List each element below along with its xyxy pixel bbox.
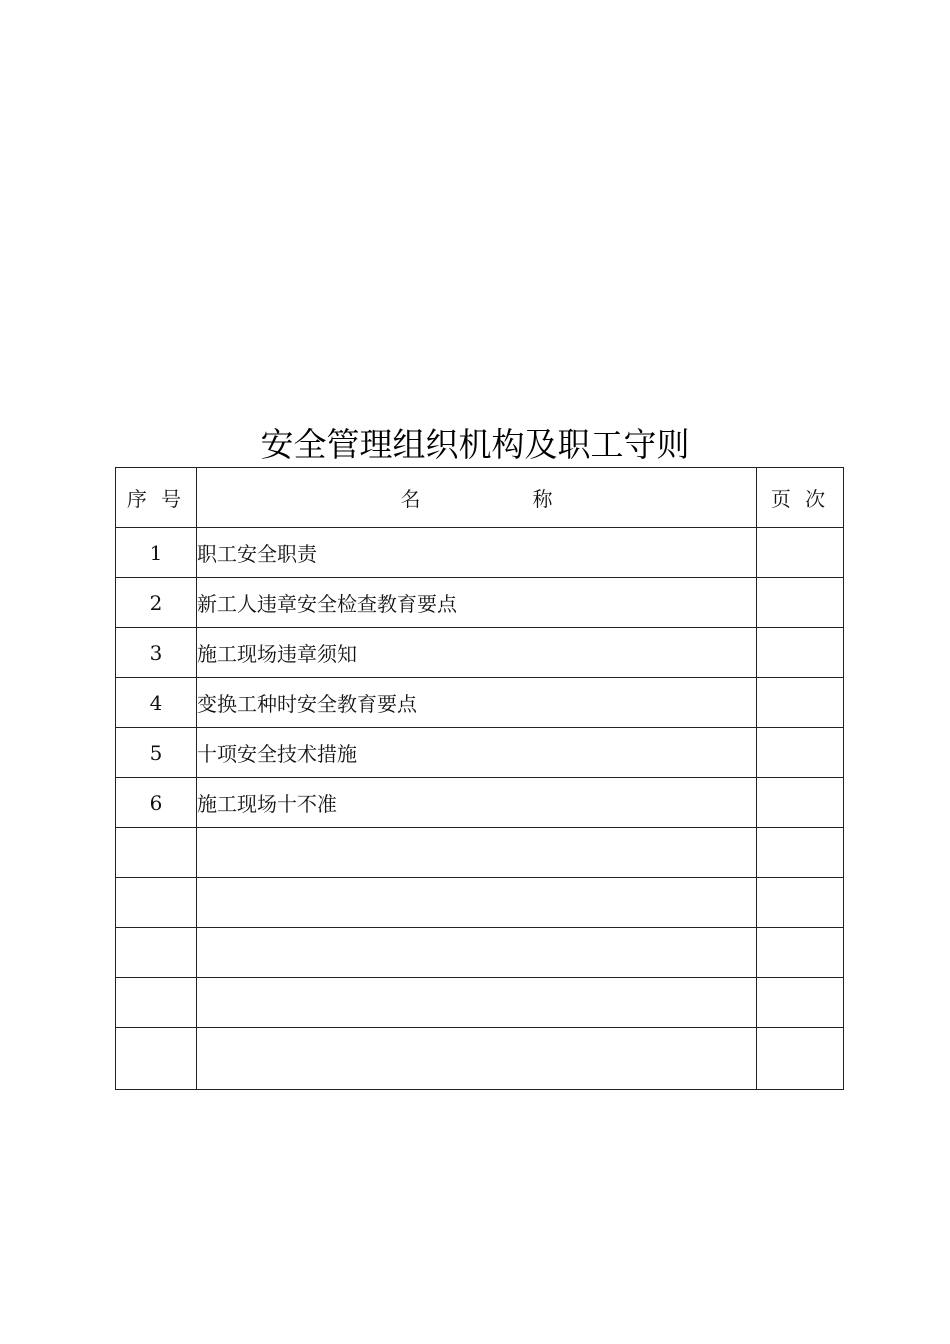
row-name bbox=[197, 828, 757, 878]
header-name-label-left: 名 bbox=[400, 487, 421, 511]
row-seq: 1 bbox=[116, 528, 197, 578]
row-seq: 4 bbox=[116, 678, 197, 728]
row-seq: 2 bbox=[116, 578, 197, 628]
row-name: 变换工种时安全教育要点 bbox=[197, 678, 757, 728]
row-page bbox=[757, 828, 844, 878]
table-row bbox=[116, 978, 844, 1028]
row-seq bbox=[116, 828, 197, 878]
row-seq bbox=[116, 928, 197, 978]
table-row bbox=[116, 928, 844, 978]
row-seq bbox=[116, 978, 197, 1028]
row-page bbox=[757, 528, 844, 578]
row-seq: 3 bbox=[116, 628, 197, 678]
row-name: 职工安全职责 bbox=[197, 528, 757, 578]
row-page bbox=[757, 628, 844, 678]
row-page bbox=[757, 778, 844, 828]
row-name: 十项安全技术措施 bbox=[197, 728, 757, 778]
row-name: 新工人违章安全检查教育要点 bbox=[197, 578, 757, 628]
row-seq bbox=[116, 878, 197, 928]
row-name bbox=[197, 978, 757, 1028]
row-seq: 5 bbox=[116, 728, 197, 778]
header-seq-label: 序 号 bbox=[126, 487, 186, 511]
header-page-cell bbox=[757, 468, 844, 528]
table-row bbox=[116, 878, 844, 928]
row-name bbox=[197, 928, 757, 978]
row-seq bbox=[116, 1028, 197, 1090]
row-page bbox=[757, 678, 844, 728]
contents-table bbox=[115, 467, 844, 1090]
table-row bbox=[116, 678, 844, 728]
table-header-row bbox=[116, 468, 844, 528]
table-row bbox=[116, 528, 844, 578]
row-name: 施工现场十不准 bbox=[197, 778, 757, 828]
table-row bbox=[116, 778, 844, 828]
table-row bbox=[116, 728, 844, 778]
table-row bbox=[116, 1028, 844, 1090]
row-page bbox=[757, 928, 844, 978]
row-page bbox=[757, 978, 844, 1028]
header-page-label: 页 次 bbox=[770, 487, 830, 511]
table-row bbox=[116, 628, 844, 678]
header-name-label-right: 称 bbox=[532, 487, 553, 511]
document-title: 安全管理组织机构及职工守则 bbox=[260, 425, 690, 464]
row-name: 施工现场违章须知 bbox=[197, 628, 757, 678]
header-seq-cell bbox=[116, 468, 197, 528]
row-name bbox=[197, 878, 757, 928]
row-seq: 6 bbox=[116, 778, 197, 828]
header-name-cell bbox=[197, 468, 757, 528]
row-page bbox=[757, 578, 844, 628]
row-page bbox=[757, 1028, 844, 1090]
table-row bbox=[116, 828, 844, 878]
row-name bbox=[197, 1028, 757, 1090]
row-page bbox=[757, 878, 844, 928]
row-page bbox=[757, 728, 844, 778]
table-row bbox=[116, 578, 844, 628]
